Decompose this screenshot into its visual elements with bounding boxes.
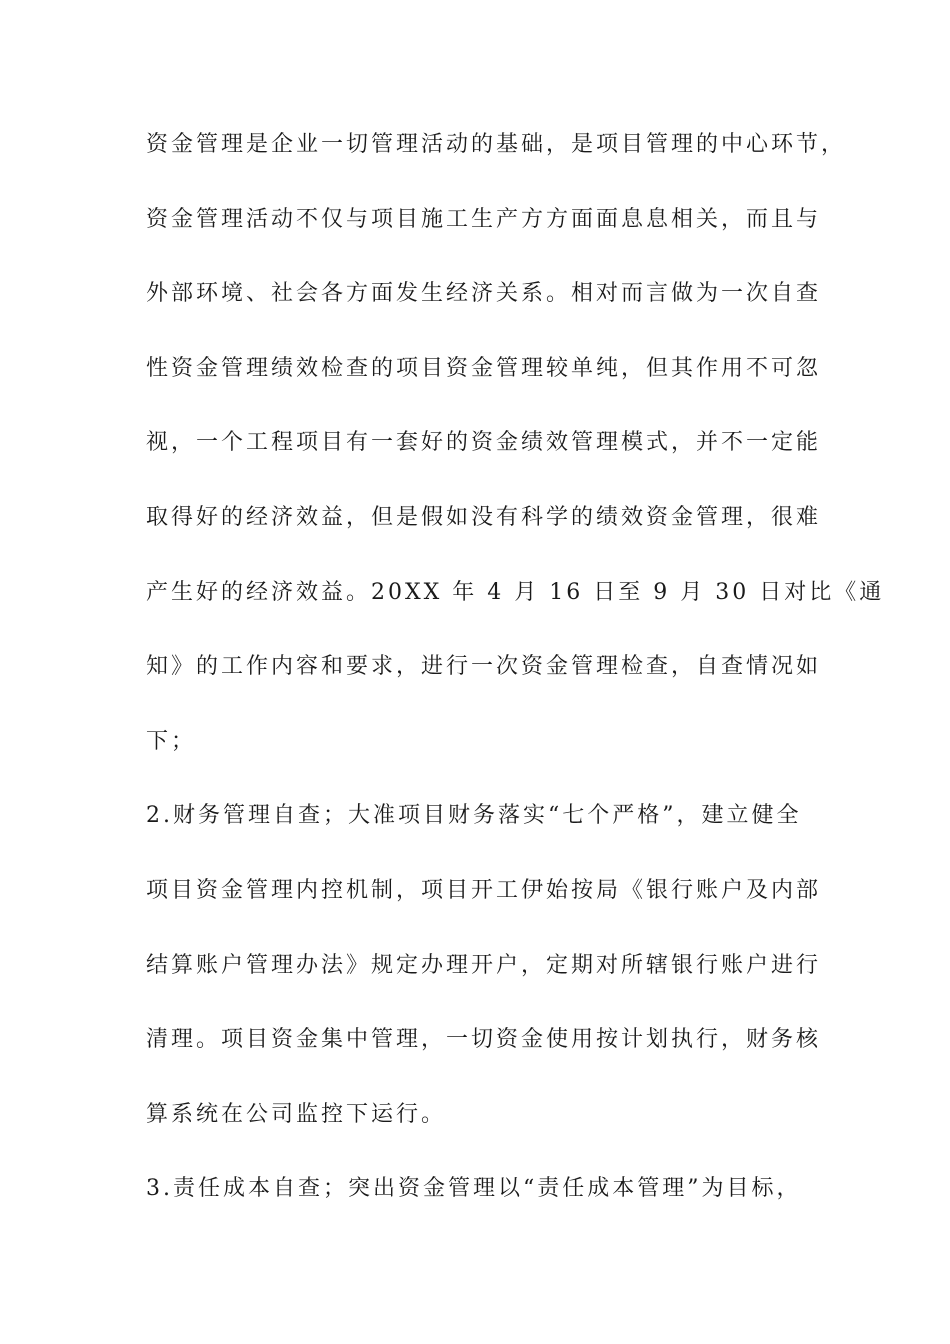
text-line: 下；: [146, 728, 197, 754]
text-line: 性资金管理绩效检查的项目资金管理较单纯，但其作用不可忽: [146, 355, 822, 381]
text-line: 2.财务管理自查；大准项目财务落实“七个严格”，建立健全: [146, 803, 802, 829]
text-line: 视，一个工程项目有一套好的资金绩效管理模式，并不一定能: [146, 430, 822, 456]
text-line: 结算账户管理办法》规定办理开户，定期对所辖银行账户进行: [146, 952, 822, 978]
text-line: 3.责任成本自查；突出资金管理以“责任成本管理”为目标，: [146, 1176, 802, 1202]
text-line: 清理。项目资金集中管理，一切资金使用按计划执行，财务核: [146, 1027, 822, 1053]
text-line: 算系统在公司监控下运行。: [146, 1101, 447, 1127]
document-body: [146, 125, 885, 1244]
text-line: 项目资金管理内控机制，项目开工伊始按局《银行账户及内部: [146, 877, 822, 903]
text-line: 资金管理是企业一切管理活动的基础，是项目管理的中心环节，: [146, 132, 847, 157]
text-line: 取得好的经济效益，但是假如没有科学的绩效资金管理，很难: [146, 504, 822, 530]
text-line: 资金管理活动不仅与项目施工生产方方面面息息相关，而且与: [146, 206, 822, 232]
text-line: 知》的工作内容和要求，进行一次资金管理检查，自查情况如: [146, 654, 822, 680]
text-line: 产生好的经济效益。20XX 年 4 月 16 日至 9 月 30 日对比《通: [146, 579, 885, 605]
text-line: 外部环境、社会各方面发生经济关系。相对而言做为一次自查: [146, 281, 822, 307]
